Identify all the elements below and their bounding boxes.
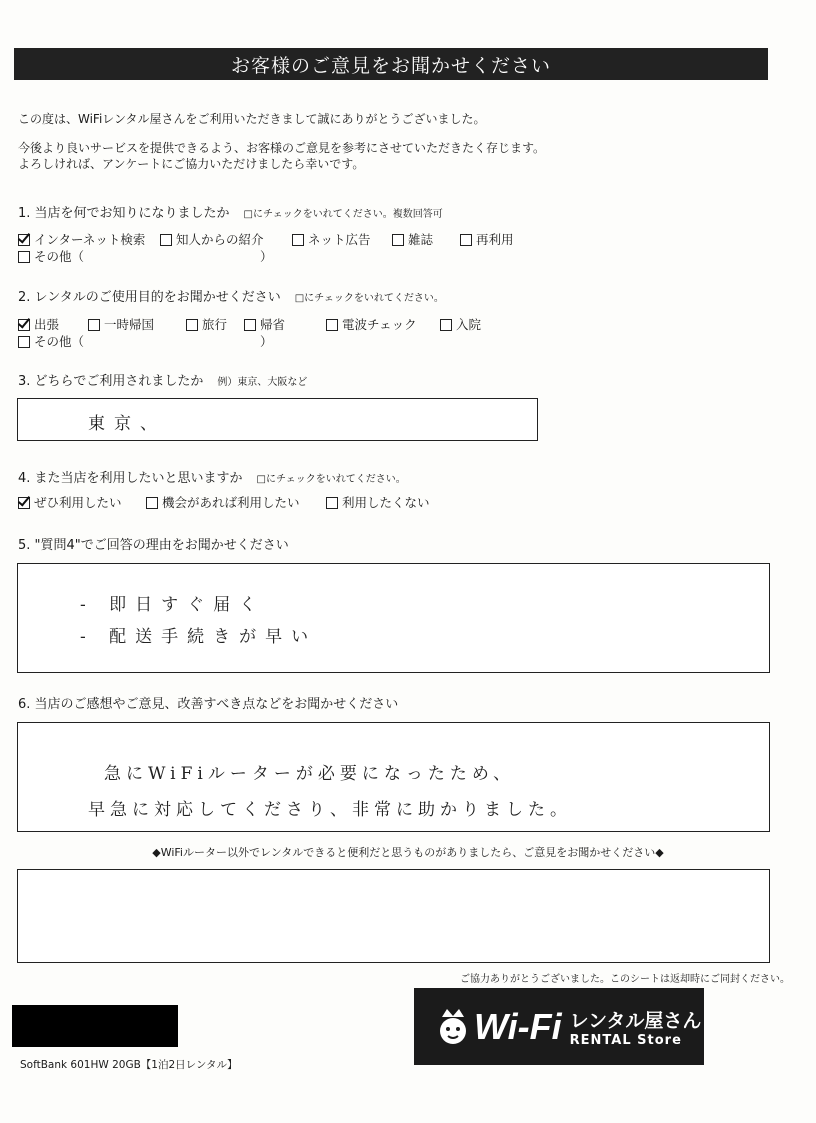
q2-option-label: 電波チェック xyxy=(342,317,417,332)
q1-option-referral[interactable] xyxy=(160,231,264,249)
q3-heading xyxy=(18,373,307,392)
q3-answer: 東京、 xyxy=(88,414,166,434)
q4-heading xyxy=(18,470,406,489)
q4-option-maybe[interactable] xyxy=(146,494,300,512)
q2-option-other[interactable] xyxy=(18,333,84,351)
checkbox-icon[interactable] xyxy=(146,497,158,509)
q1-option-internet[interactable] xyxy=(18,231,145,249)
brand-logo xyxy=(414,988,704,1065)
checkbox-icon[interactable] xyxy=(326,497,338,509)
q2-other-close: ） xyxy=(260,334,273,349)
q6-heading xyxy=(18,696,398,714)
q1-options xyxy=(18,231,578,271)
checkbox-icon[interactable] xyxy=(440,319,452,331)
q4-note: □にチェックをいれてください。 xyxy=(256,474,406,485)
q1-label: 1. 当店を何でお知りになりましたか xyxy=(18,206,230,221)
checkbox-icon[interactable] xyxy=(292,234,304,246)
q2-options xyxy=(18,316,578,356)
q7-answer-field[interactable] xyxy=(17,869,770,963)
q6-answer-field[interactable] xyxy=(17,722,770,832)
q4-label: 4. また当店を利用したいと思いますか xyxy=(18,471,243,486)
q4-option-definitely[interactable] xyxy=(18,494,122,512)
checkbox-icon[interactable] xyxy=(88,319,100,331)
checkbox-icon[interactable] xyxy=(18,251,30,263)
q3-answer-field[interactable] xyxy=(17,398,538,441)
q5-answer-field[interactable] xyxy=(17,563,770,673)
q1-option-label: インターネット検索 xyxy=(34,232,146,247)
checkbox-icon[interactable] xyxy=(326,319,338,331)
q3-label: 3. どちらでご利用されましたか xyxy=(18,374,204,389)
logo-japanese-text: レンタル屋さん xyxy=(569,1009,702,1032)
checkbox-icon[interactable] xyxy=(392,234,404,246)
q1-option-net-ad[interactable] xyxy=(292,231,371,249)
q1-other-label: その他（ xyxy=(34,249,85,264)
mascot-icon xyxy=(436,1007,470,1047)
q5-answer-line-2: - 配送手続きが早い xyxy=(80,627,318,647)
checkbox-checked-icon[interactable] xyxy=(18,497,30,509)
q2-option-homecoming[interactable] xyxy=(88,316,154,334)
checkbox-checked-icon[interactable] xyxy=(18,319,30,331)
logo-wifi-text: Wi-Fi xyxy=(474,1005,562,1047)
q2-option-hospital[interactable] xyxy=(440,316,481,334)
checkbox-icon[interactable] xyxy=(186,319,198,331)
q4-option-label: ぜひ利用したい xyxy=(34,495,122,510)
q2-option-label: 入院 xyxy=(456,317,482,332)
checkbox-icon[interactable] xyxy=(18,336,30,348)
logo-english-text: RENTAL Store xyxy=(569,1032,682,1048)
q4-option-label: 利用したくない xyxy=(342,495,430,510)
q3-example: 例）東京、大阪など xyxy=(217,377,308,388)
q2-other-label: その他（ xyxy=(34,334,85,349)
q6-answer-line-1: 急にWiFiルーターが必要になったため、 xyxy=(104,764,516,784)
checkbox-icon[interactable] xyxy=(460,234,472,246)
q2-label: 2. レンタルのご使用目的をお聞かせください xyxy=(18,290,281,305)
q2-option-label: 一時帰国 xyxy=(104,317,155,332)
q6-answer-line-2: 早急に対応してくださり、非常に助かりました。 xyxy=(88,800,572,820)
checkbox-checked-icon[interactable] xyxy=(18,234,30,246)
q2-heading xyxy=(18,289,444,308)
q2-note: □にチェックをいれてください。 xyxy=(294,293,444,304)
product-info: SoftBank 601HW 20GB【1泊2日レンタル】 xyxy=(20,1059,238,1071)
q1-note: □にチェックをいれてください。複数回答可 xyxy=(243,209,443,220)
checkbox-icon[interactable] xyxy=(244,319,256,331)
q1-option-magazine[interactable] xyxy=(392,231,433,249)
q1-option-label: 雑誌 xyxy=(408,232,434,247)
q1-option-reuse[interactable] xyxy=(460,231,514,249)
q4-option-label: 機会があれば利用したい xyxy=(162,495,300,510)
q7-label: ◆WiFiルーター以外でレンタルできると便利だと思うものがありましたら、ご意見をお聞かせください◆ xyxy=(152,846,664,859)
q7-heading xyxy=(0,844,816,860)
q2-option-travel[interactable] xyxy=(186,316,227,334)
q1-option-label: ネット広告 xyxy=(308,232,371,247)
q1-option-label: 知人からの紹介 xyxy=(176,232,264,247)
q1-other-close: ） xyxy=(260,249,273,264)
redaction-bar xyxy=(12,1005,178,1047)
intro-line-3: よろしければ、アンケートにご協力いただけましたら幸いです。 xyxy=(18,157,365,171)
q2-option-business[interactable] xyxy=(18,316,59,334)
page-title xyxy=(14,48,768,80)
q1-option-other[interactable] xyxy=(18,248,84,266)
q2-option-label: 出張 xyxy=(34,317,60,332)
q2-option-signal-check[interactable] xyxy=(326,316,417,334)
q4-options xyxy=(18,494,578,514)
q2-option-label: 帰省 xyxy=(260,317,286,332)
q5-heading xyxy=(18,537,289,555)
q5-answer-line-1: - 即日すぐ届く xyxy=(80,595,266,615)
q2-option-label: 旅行 xyxy=(202,317,228,332)
q6-label: 6. 当店のご感想やご意見、改善すべき点などをお聞かせください xyxy=(18,697,399,712)
q4-option-no[interactable] xyxy=(326,494,430,512)
intro-line-1: この度は、WiFiレンタル屋さんをご利用いただきまして誠にありがとうございました。 xyxy=(18,112,486,126)
intro-line-2: 今後より良いサービスを提供できるよう、お客様のご意見を参考にさせていただきたく存じます。 xyxy=(18,141,546,155)
q2-option-return-home[interactable] xyxy=(244,316,285,334)
q5-label: 5. "質問4"でご回答の理由をお聞かせください xyxy=(18,538,289,553)
q1-heading xyxy=(18,205,443,224)
q1-option-label: 再利用 xyxy=(476,232,514,247)
thanks-note: ご協力ありがとうございました。このシートは返却時にご同封ください。 xyxy=(460,974,790,985)
checkbox-icon[interactable] xyxy=(160,234,172,246)
page-title-text: お客様のご意見をお聞かせください xyxy=(230,54,551,77)
